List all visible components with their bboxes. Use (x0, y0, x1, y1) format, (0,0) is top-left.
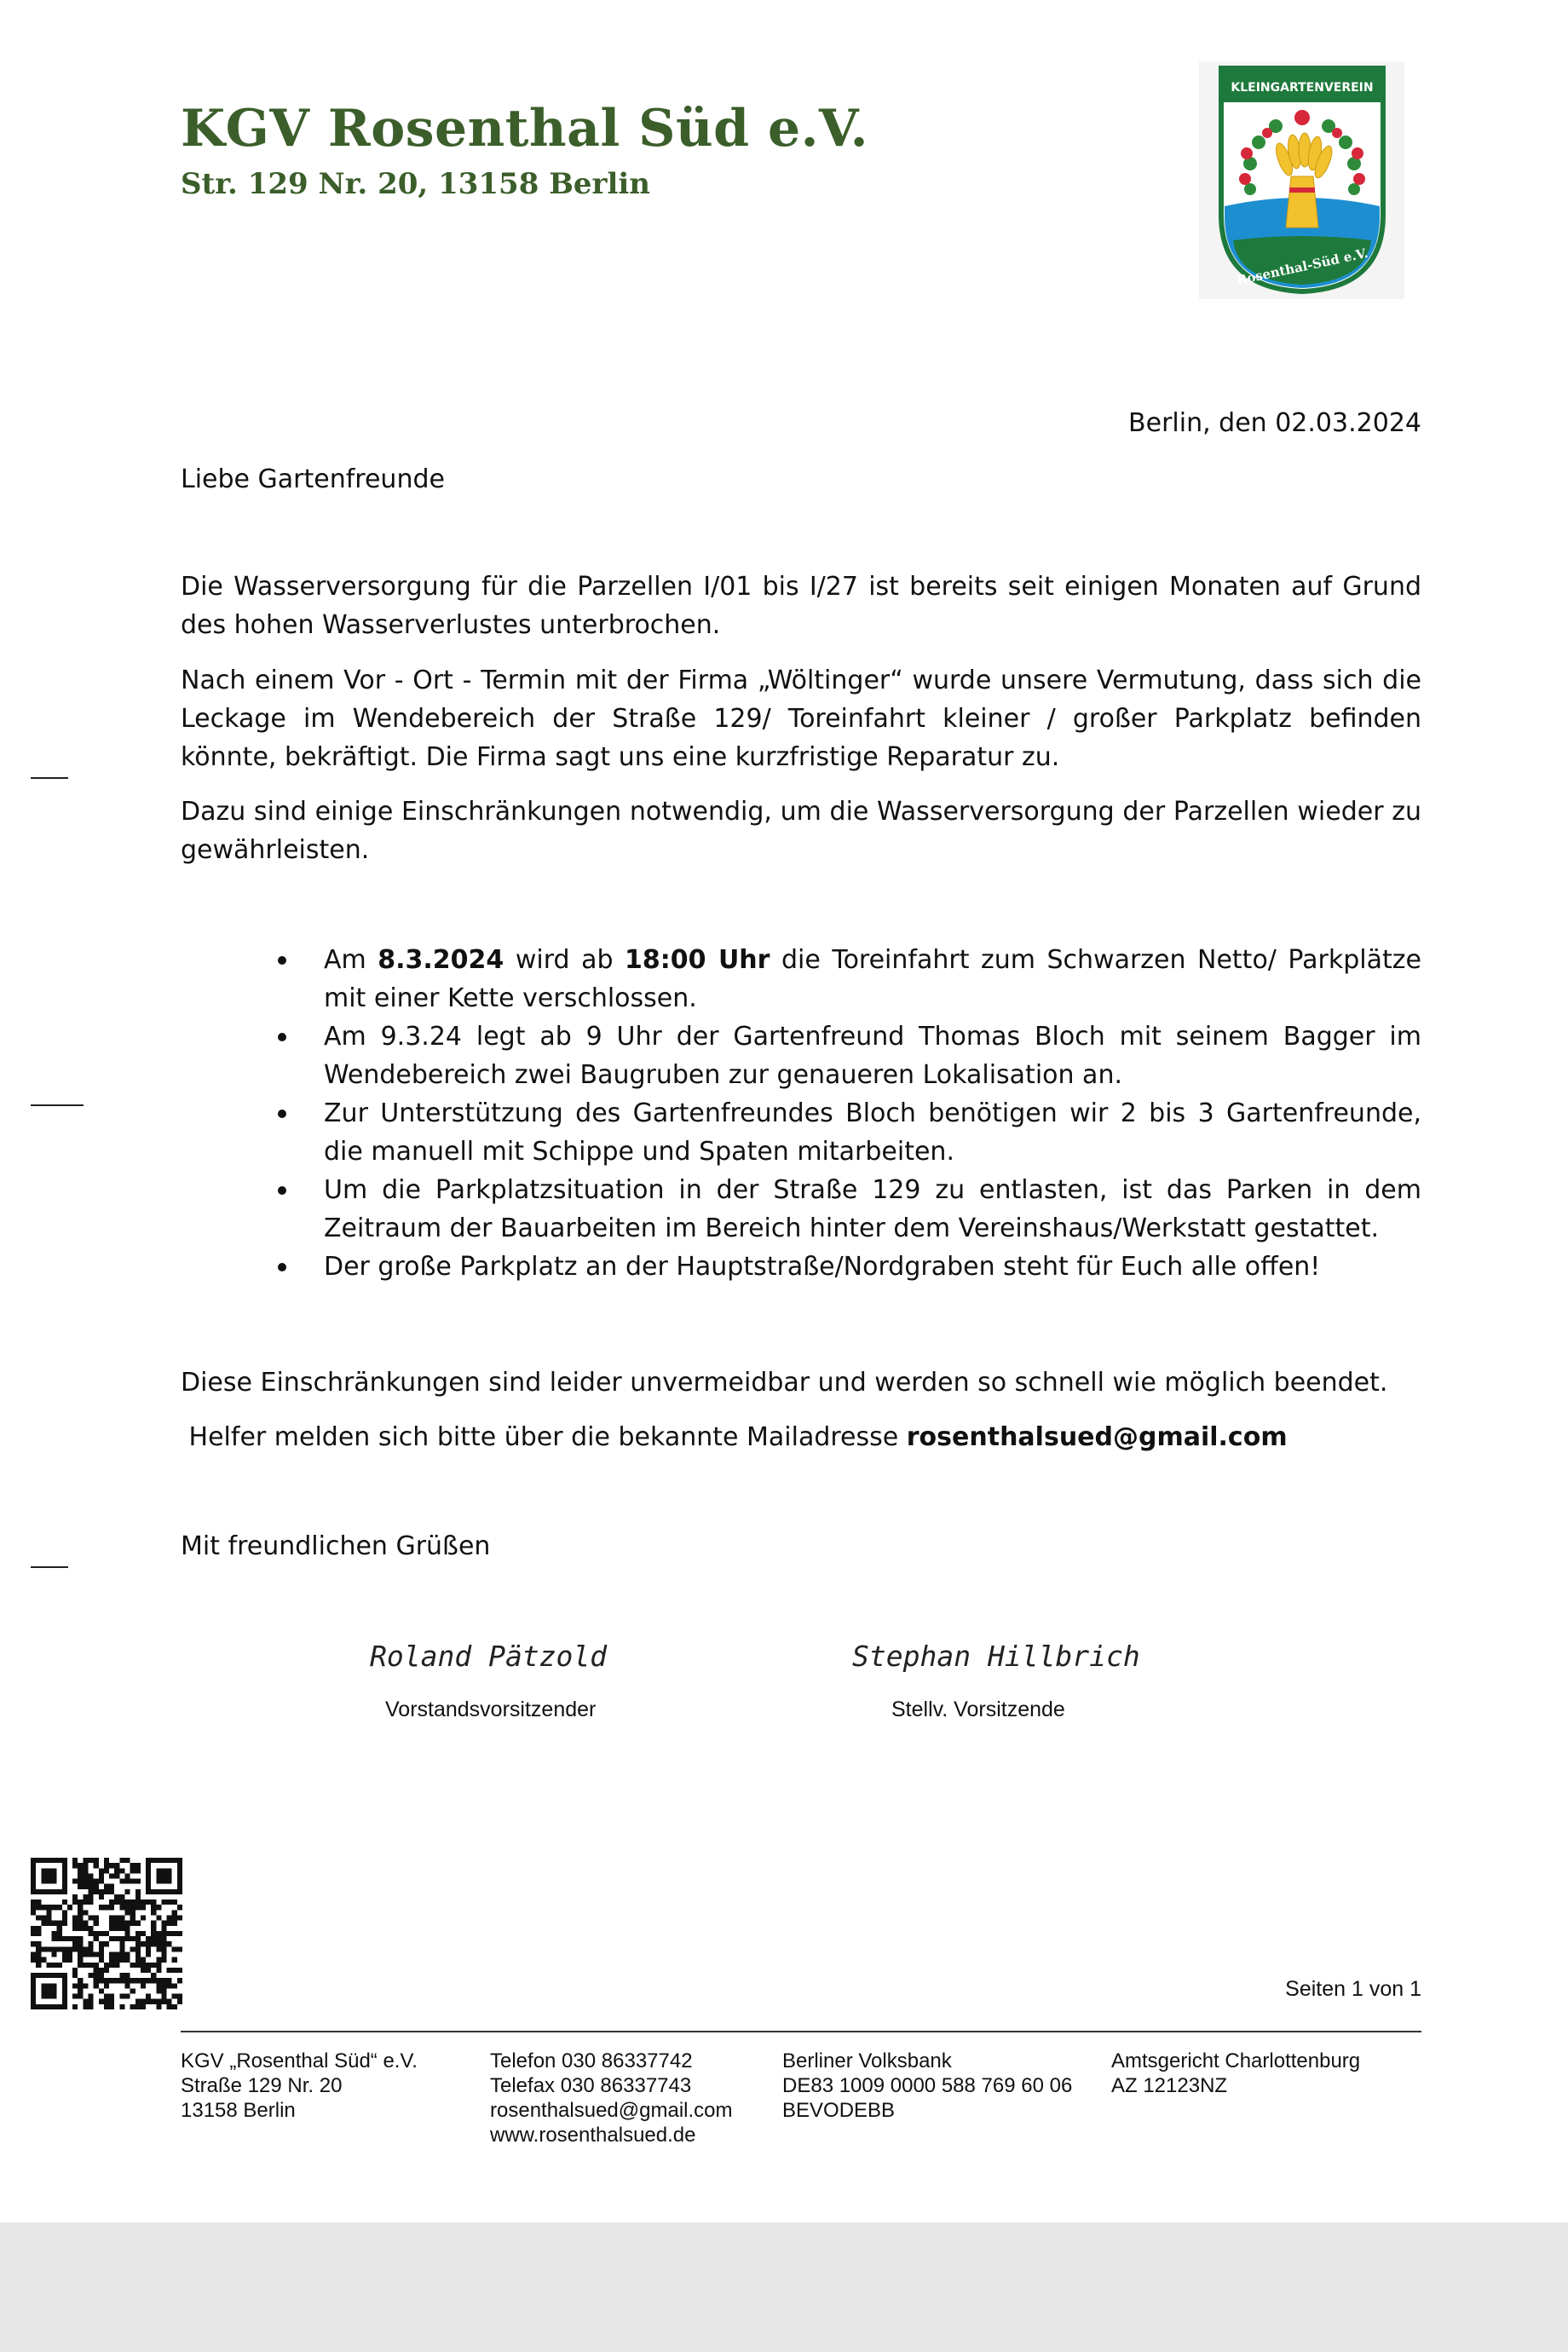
footer-court (1111, 2049, 1360, 2098)
helper-text: Helfer melden sich bitte über die bekannte Mailadresse (181, 1422, 907, 1452)
fold-mark (31, 1566, 68, 1568)
role-chairman: Vorstandsvorsitzender (385, 1698, 597, 1721)
footer-line: Amtsgericht Charlottenburg (1111, 2049, 1361, 2072)
contact-email[interactable]: rosenthalsued@gmail.com (906, 1422, 1288, 1452)
footer-line: DE83 1009 0000 588 769 60 06 (782, 2074, 1073, 2097)
footer-fax: Telefax 030 86337743 (490, 2074, 692, 2097)
footer-address (181, 2049, 418, 2123)
list-item (181, 941, 1421, 1017)
footer-line: 13158 Berlin (181, 2099, 296, 2122)
footer-line: Berliner Volksbank (782, 2049, 952, 2072)
footer-website[interactable]: www.rosenthalsued.de (490, 2124, 696, 2147)
logo-bottom-text: Rosenthal-Süd e.V. (1235, 245, 1370, 289)
list-item (181, 1094, 1421, 1171)
page-count: Seiten 1 von 1 (1285, 1977, 1421, 2001)
bullet-dot (278, 956, 286, 965)
salutation: Liebe Gartenfreunde (181, 464, 445, 494)
bullet-5-text: Der große Parkplatz an der Hauptstraße/Nordgraben steht für Euch alle offen! (324, 1252, 1321, 1282)
signature-deputy: Stephan Hillbrich (852, 1640, 1140, 1673)
footer-email[interactable]: rosenthalsued@gmail.com (490, 2099, 733, 2122)
footer-bank (782, 2049, 1072, 2123)
bullet-1-mid: wird ab (504, 945, 625, 975)
bullet-1-date: 8.3.2024 (378, 945, 504, 975)
qr-code (31, 1858, 182, 2009)
list-item (181, 1248, 1421, 1286)
org-name: KGV Rosenthal Süd e.V. (181, 99, 868, 159)
bullet-dot (278, 1186, 286, 1195)
paragraph-2: Nach einem Vor - Ort - Termin mit der Firma „Wöltinger“ wurde unsere Vermutung, dass sich die Leckage im Wendebereich der Straße 129/ Toreinfahrt kleiner / großer Parkplatz befinden könnte, bekräftigt. Die Firma sagt uns eine kurzfristige Reparatur zu. (181, 666, 1421, 772)
fold-mark (31, 777, 68, 779)
bullet-2-text: Am 9.3.24 legt ab 9 Uhr der Gartenfreund Thomas Bloch mit seinem Bagger im Wendebereich zwei Baugruben zur genaueren Lokalisation an. (324, 1022, 1421, 1090)
footer-line: BEVODEBB (782, 2099, 896, 2122)
bullet-1-time: 18:00 Uhr (625, 945, 770, 975)
footer-line: AZ 12123NZ (1111, 2074, 1228, 2097)
closing-paragraph: Diese Einschränkungen sind leider unvermeidbar und werden so schnell wie möglich beendet. (181, 1368, 1388, 1398)
paragraph-3: Dazu sind einige Einschränkungen notwendig, um die Wasserversorgung der Parzellen wieder zu gewährleisten. (181, 797, 1421, 865)
bullet-dot (278, 1110, 286, 1118)
list-item (181, 1017, 1421, 1094)
list-item (181, 1171, 1421, 1248)
bullet-4-text: Um die Parkplatzsituation in der Straße 129 zu entlasten, ist das Parken in dem Zeitraum der Bauarbeiten im Bereich hinter dem Vereinshaus/Werkstatt gestattet. (324, 1175, 1421, 1243)
logo-top-text: KLEINGARTENVEREIN (1231, 81, 1374, 95)
bullet-1-pre: Am (324, 945, 378, 975)
org-address: Str. 129 Nr. 20, 13158 Berlin (181, 167, 651, 201)
footer-line: Straße 129 Nr. 20 (181, 2074, 343, 2097)
paragraph-1: Die Wasserversorgung für die Parzellen I/01 bis I/27 ist bereits seit einigen Monaten auf Grund des hohen Wasserverlustes unterbrochen. (181, 572, 1421, 640)
bullet-1-post: die Toreinfahrt zum Schwarzen Netto/ Parkplätze mit einer Kette verschlossen. (324, 945, 1421, 1013)
letter-date: Berlin, den 02.03.2024 (1128, 408, 1421, 438)
footer-phone: Telefon 030 86337742 (490, 2049, 693, 2072)
signature-chairman: Roland Pätzold (370, 1640, 608, 1673)
measures-list (181, 941, 1421, 1286)
bullet-dot (278, 1263, 286, 1271)
footer-contact (490, 2049, 733, 2147)
club-logo (1199, 61, 1404, 299)
helper-line (181, 1418, 1421, 1456)
bullet-3-text: Zur Unterstützung des Gartenfreundes Bloch benötigen wir 2 bis 3 Gartenfreunde, die manuell mit Schippe und Spaten mitarbeiten. (324, 1098, 1421, 1167)
footer-divider (181, 2031, 1421, 2032)
role-deputy: Stellv. Vorsitzende (891, 1698, 1065, 1721)
footer-line: KGV „Rosenthal Süd“ e.V. (181, 2049, 418, 2072)
closing-greeting: Mit freundlichen Grüßen (181, 1531, 491, 1561)
bullet-dot (278, 1033, 286, 1041)
punch-mark (31, 1104, 84, 1106)
